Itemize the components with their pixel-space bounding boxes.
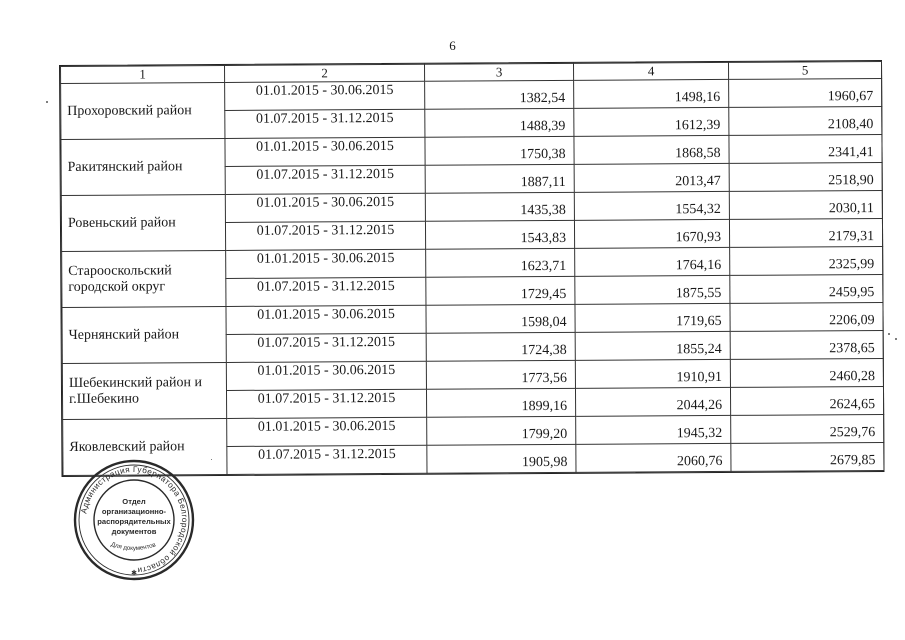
value-col5-cell: 2518,90 xyxy=(729,162,882,191)
scan-speck xyxy=(211,459,212,460)
district-name-cell: Прохоровский район xyxy=(61,82,225,139)
column-header: 1 xyxy=(61,65,225,83)
value-col4-cell: 2013,47 xyxy=(574,163,729,192)
value-col4-cell: 1764,16 xyxy=(575,247,730,276)
value-col3-cell: 1724,38 xyxy=(426,332,575,361)
value-col4-cell: 1612,39 xyxy=(574,107,729,136)
period-cell: 01.01.2015 - 30.06.2015 xyxy=(225,193,425,222)
table-body xyxy=(61,78,884,475)
official-stamp xyxy=(72,458,196,582)
district-name-cell: Шебекинский район и г.Шебекино xyxy=(62,362,226,419)
period-cell: 01.01.2015 - 30.06.2015 xyxy=(227,417,427,446)
value-col4-cell: 1875,55 xyxy=(575,275,730,304)
column-header: 2 xyxy=(225,64,425,82)
period-cell: 01.01.2015 - 30.06.2015 xyxy=(225,81,425,110)
value-col3-cell: 1623,71 xyxy=(426,248,575,277)
period-cell: 01.07.2015 - 31.12.2015 xyxy=(225,165,425,194)
column-header: 3 xyxy=(425,63,574,81)
tariff-table-wrapper xyxy=(59,60,885,477)
value-col4-cell: 2044,26 xyxy=(575,387,730,416)
scan-speck xyxy=(46,101,48,103)
value-col3-cell: 1799,20 xyxy=(427,416,576,445)
value-col3-cell: 1729,45 xyxy=(426,276,575,305)
stamp-center-line: документов xyxy=(111,527,157,536)
period-cell: 01.07.2015 - 31.12.2015 xyxy=(226,389,426,418)
value-col5-cell: 2325,99 xyxy=(730,246,883,275)
value-col4-cell: 2060,76 xyxy=(576,443,731,472)
district-name-cell: Старооскольский городской округ xyxy=(62,250,226,307)
value-col5-cell: 2206,09 xyxy=(730,302,883,331)
stamp-star-icon: ✱ xyxy=(131,569,137,577)
stamp-center-line: организационно- xyxy=(101,507,167,516)
value-col3-cell: 1382,54 xyxy=(425,80,574,109)
period-cell: 01.07.2015 - 31.12.2015 xyxy=(227,445,427,474)
page-number: 6 xyxy=(449,38,456,53)
scan-speck xyxy=(888,333,890,335)
period-cell: 01.01.2015 - 30.06.2015 xyxy=(226,305,426,334)
column-header: 5 xyxy=(728,61,881,79)
column-header: 4 xyxy=(573,62,728,80)
value-col3-cell: 1899,16 xyxy=(426,388,575,417)
value-col5-cell: 2179,31 xyxy=(729,218,882,247)
period-cell: 01.07.2015 - 31.12.2015 xyxy=(226,277,426,306)
value-col4-cell: 1855,24 xyxy=(575,331,730,360)
stamp-center-line: распорядительных xyxy=(97,517,171,526)
value-col5-cell: 2378,65 xyxy=(730,330,883,359)
value-col3-cell: 1543,83 xyxy=(425,220,574,249)
value-col5-cell: 2341,41 xyxy=(729,134,882,163)
value-col5-cell: 2030,11 xyxy=(729,190,882,219)
district-name-cell: Ровеньский район xyxy=(61,194,225,251)
value-col5-cell: 2679,85 xyxy=(731,442,884,471)
value-col4-cell: 1719,65 xyxy=(575,303,730,332)
stamp-bottom-text: Для документов xyxy=(110,541,157,553)
value-col3-cell: 1905,98 xyxy=(427,444,576,473)
period-cell: 01.01.2015 - 30.06.2015 xyxy=(226,249,426,278)
value-col3-cell: 1750,38 xyxy=(425,136,574,165)
value-col4-cell: 1910,91 xyxy=(575,359,730,388)
period-cell: 01.07.2015 - 31.12.2015 xyxy=(225,109,425,138)
value-col4-cell: 1498,16 xyxy=(574,79,729,108)
district-name-cell: Яковлевский район xyxy=(63,418,227,475)
district-name-cell: Ракитянский район xyxy=(61,138,225,195)
tariff-table xyxy=(60,61,884,476)
period-cell: 01.01.2015 - 30.06.2015 xyxy=(226,361,426,390)
value-col5-cell: 2460,28 xyxy=(730,358,883,387)
value-col3-cell: 1488,39 xyxy=(425,108,574,137)
period-cell: 01.07.2015 - 31.12.2015 xyxy=(226,333,426,362)
value-col3-cell: 1598,04 xyxy=(426,304,575,333)
value-col3-cell: 1887,11 xyxy=(425,164,574,193)
stamp-center-line: Отдел xyxy=(122,497,146,506)
value-col4-cell: 1945,32 xyxy=(576,415,731,444)
stamp-ring-text: Администрация Губернатора Белгородской области xyxy=(79,464,190,575)
value-col5-cell: 2624,65 xyxy=(730,386,883,415)
period-cell: 01.07.2015 - 31.12.2015 xyxy=(225,221,425,250)
value-col3-cell: 1773,56 xyxy=(426,360,575,389)
value-col4-cell: 1670,93 xyxy=(574,219,729,248)
district-name-cell: Чернянский район xyxy=(62,306,226,363)
value-col4-cell: 1868,58 xyxy=(574,135,729,164)
value-col3-cell: 1435,38 xyxy=(425,192,574,221)
value-col5-cell: 2529,76 xyxy=(731,414,884,443)
value-col5-cell: 2459,95 xyxy=(730,274,883,303)
value-col4-cell: 1554,32 xyxy=(574,191,729,220)
scan-speck xyxy=(895,338,897,340)
period-cell: 01.01.2015 - 30.06.2015 xyxy=(225,137,425,166)
value-col5-cell: 2108,40 xyxy=(729,106,882,135)
value-col5-cell: 1960,67 xyxy=(729,78,882,107)
